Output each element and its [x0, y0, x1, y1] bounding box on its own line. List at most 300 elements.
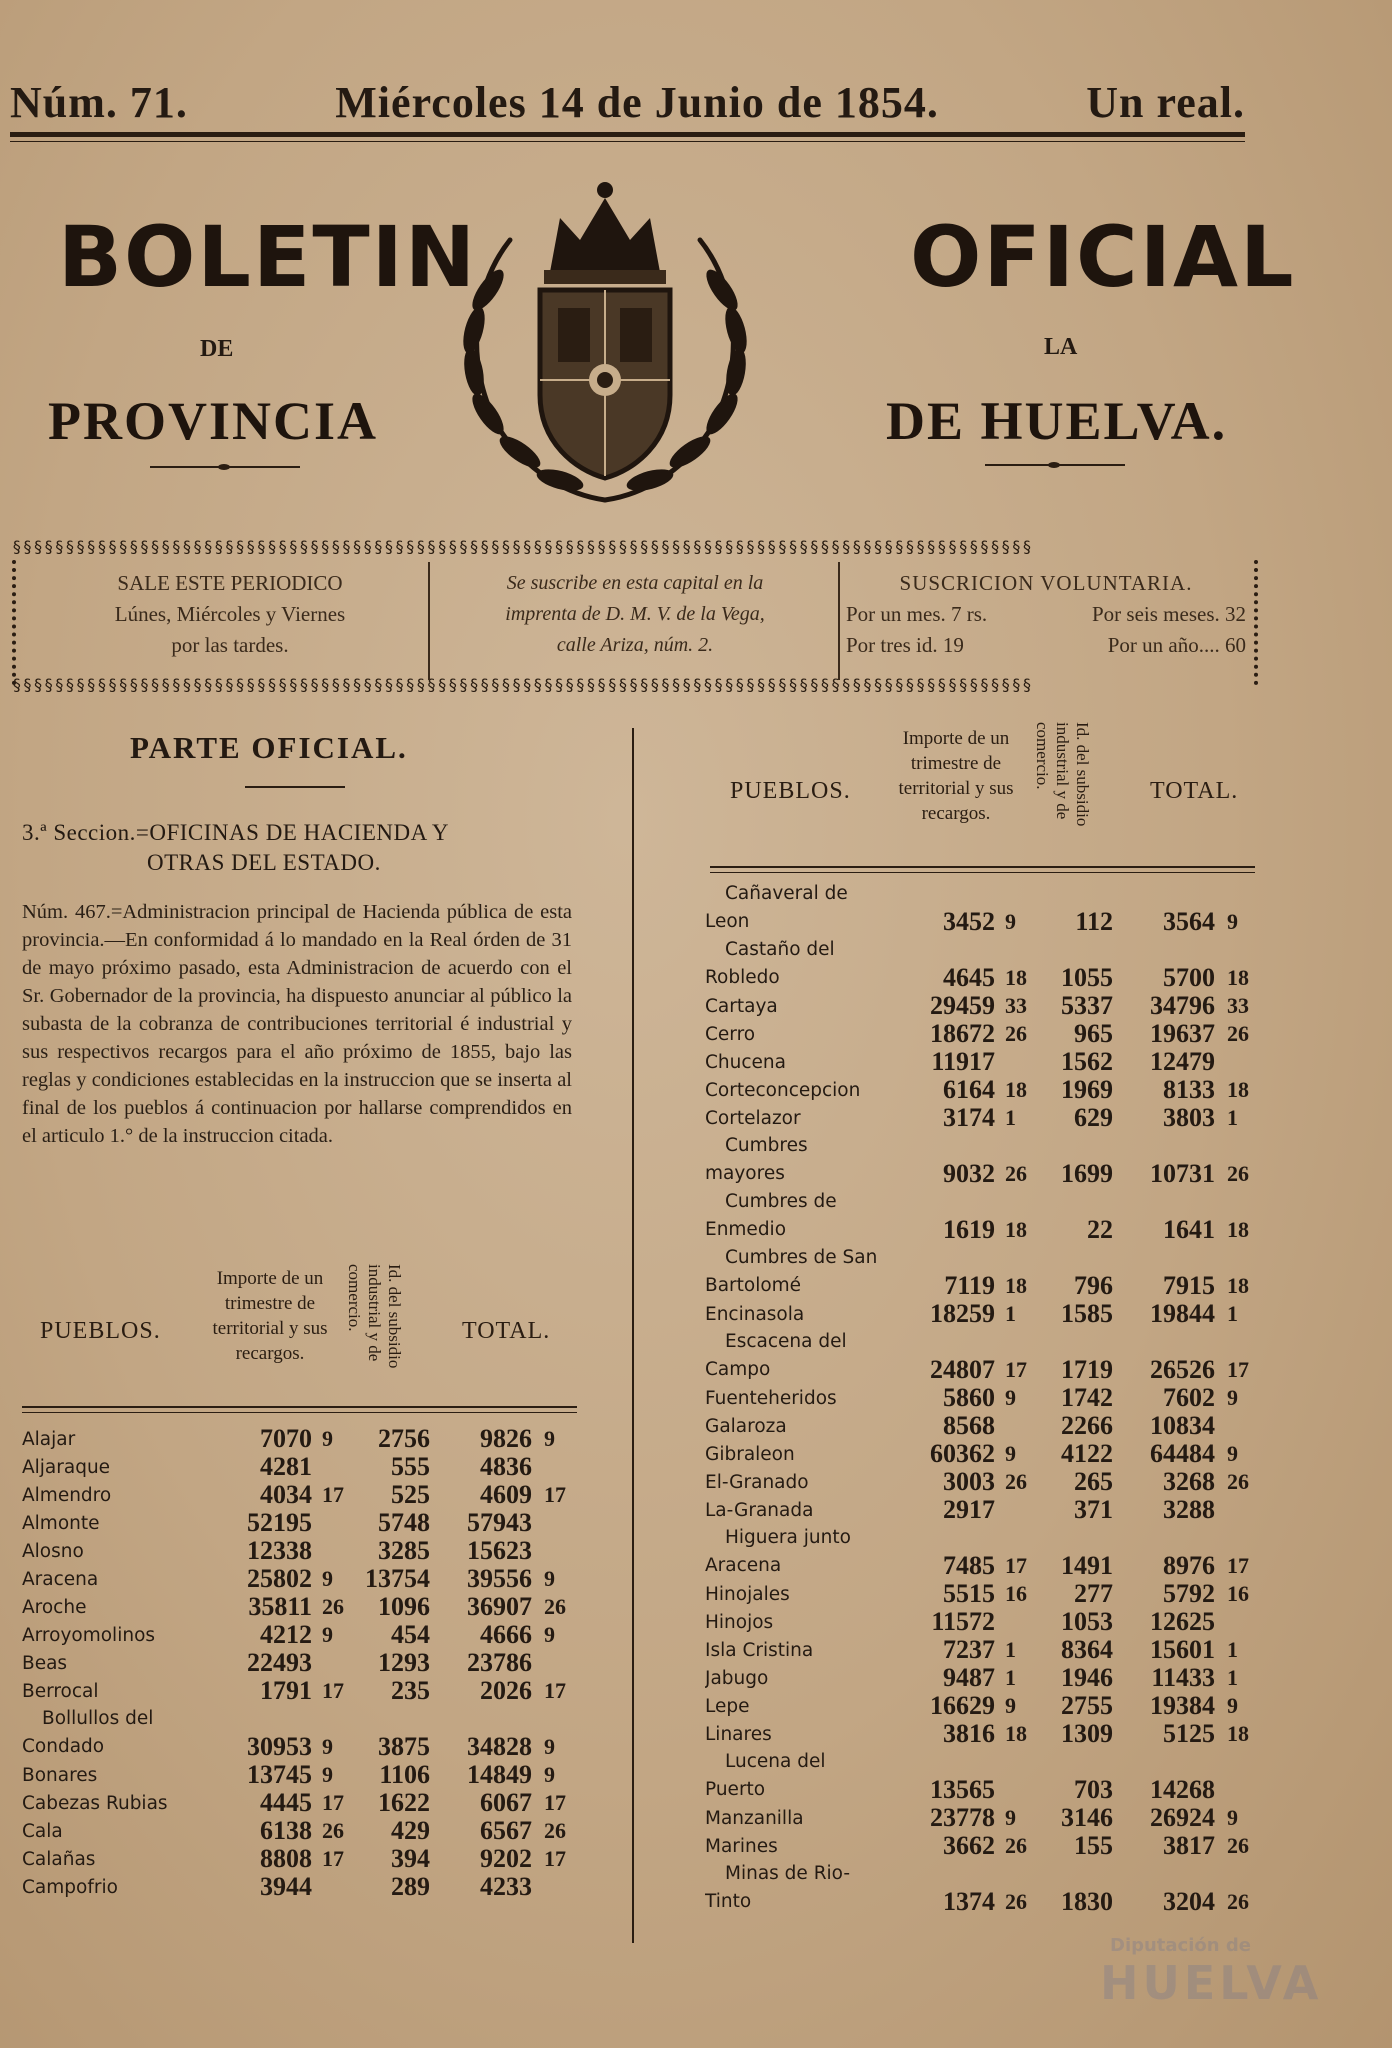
territorial-cents: 1 — [1005, 1105, 1016, 1130]
total-amount: 3803 — [1163, 1103, 1215, 1132]
territorial-amount: 60362 — [930, 1439, 995, 1468]
total-amount: 14268 — [1150, 1775, 1215, 1804]
total-amount: 10731 — [1150, 1159, 1215, 1188]
total-cents: 33 — [1227, 993, 1249, 1018]
subsidio-amount: 3146 — [1061, 1803, 1113, 1832]
territorial-amount: 9032 — [943, 1159, 995, 1188]
total-amount: 26526 — [1150, 1355, 1215, 1384]
total-cents: 18 — [1227, 1077, 1249, 1102]
right-header-rule — [710, 872, 1255, 873]
total-amount: 34796 — [1150, 991, 1215, 1020]
pueblo-name: Gibraleon — [705, 1444, 795, 1465]
territorial-amount: 12338 — [247, 1536, 312, 1565]
pueblo-name: Isla Cristina — [705, 1640, 814, 1661]
subsidio-amount: 1742 — [1061, 1383, 1113, 1412]
territorial-amount: 7237 — [943, 1635, 995, 1664]
total-cents: 18 — [1227, 1273, 1249, 1298]
masthead-rule — [10, 132, 1245, 142]
price-three-months: Por tres id. 19 — [846, 633, 964, 657]
pueblo-name: Almonte — [22, 1513, 100, 1534]
price-month: Por un mes. 7 rs. — [846, 602, 988, 626]
info-line: imprenta de D. M. V. de la Vega, — [505, 603, 765, 625]
pueblo-name: Beas — [22, 1653, 68, 1674]
table-row — [705, 1524, 1265, 1580]
territorial-amount: 4281 — [260, 1452, 312, 1481]
total-amount: 6067 — [480, 1788, 532, 1817]
total-cents: 18 — [1227, 965, 1249, 990]
total-cents: 9 — [544, 1622, 555, 1647]
total-amount: 12625 — [1150, 1607, 1215, 1636]
right-header-rule — [710, 866, 1255, 868]
territorial-cents: 18 — [1005, 1721, 1027, 1746]
total-amount: 6567 — [480, 1816, 532, 1845]
total-amount: 4666 — [480, 1620, 532, 1649]
territorial-cents: 18 — [1005, 965, 1027, 990]
territorial-cents: 18 — [1005, 1217, 1027, 1242]
total-amount: 9826 — [480, 1424, 532, 1453]
total-amount: 19384 — [1150, 1691, 1215, 1720]
territorial-cents: 9 — [1005, 909, 1016, 934]
territorial-cents: 9 — [322, 1566, 333, 1591]
pueblo-name: Berrocal — [22, 1681, 99, 1702]
issue-date: Miércoles 14 de Junio de 1854. — [335, 77, 939, 127]
pueblo-name: Aljaraque — [22, 1457, 111, 1478]
territorial-amount: 1619 — [943, 1215, 995, 1244]
subsidio-amount: 1562 — [1061, 1047, 1113, 1076]
subsidio-amount: 155 — [1074, 1831, 1113, 1860]
pueblo-name: El-Granado — [705, 1472, 809, 1493]
title-de: DE — [200, 336, 234, 362]
pueblo-name: Chucena — [705, 1052, 786, 1073]
territorial-cents: 17 — [322, 1846, 344, 1871]
pueblo-name: Bonares — [22, 1765, 98, 1786]
left-flourish — [150, 466, 300, 468]
territorial-cents: 9 — [1005, 1441, 1016, 1466]
total-cents: 17 — [544, 1482, 566, 1507]
table-row — [22, 1481, 582, 1509]
territorial-cents: 9 — [322, 1762, 333, 1787]
table-row — [22, 1845, 582, 1873]
total-amount: 11433 — [1151, 1663, 1215, 1692]
pueblo-name: Arroyomolinos — [22, 1625, 156, 1646]
territorial-amount: 5860 — [943, 1383, 995, 1412]
territorial-amount: 6138 — [260, 1816, 312, 1845]
subsidio-amount: 371 — [1074, 1495, 1113, 1524]
info-subscription-place — [440, 568, 830, 661]
table-row — [705, 1496, 1265, 1524]
territorial-amount: 13565 — [930, 1775, 995, 1804]
total-cents: 1 — [1227, 1105, 1238, 1130]
territorial-amount: 52195 — [247, 1508, 312, 1537]
header-total: TOTAL. — [1150, 778, 1239, 804]
total-amount: 7602 — [1163, 1383, 1215, 1412]
pueblo-name: Corteconcepcion — [705, 1080, 861, 1101]
subsidio-amount: 4122 — [1061, 1439, 1113, 1468]
pueblo-name: Encinasola — [705, 1304, 805, 1325]
info-line: SALE ESTE PERIODICO — [117, 571, 343, 595]
total-cents: 17 — [1227, 1357, 1249, 1382]
subsidio-amount: 429 — [391, 1816, 430, 1845]
pueblo-name: Alajar — [22, 1429, 76, 1450]
info-line: Lúnes, Miércoles y Viernes — [114, 602, 346, 626]
price-six-months: Por seis meses. 32 — [1092, 602, 1246, 626]
territorial-amount: 8568 — [943, 1411, 995, 1440]
pueblo-name: Cabezas Rubias — [22, 1793, 168, 1814]
archive-watermark — [1000, 1935, 1323, 2015]
territorial-amount: 2917 — [943, 1495, 995, 1524]
territorial-cents: 26 — [1005, 1021, 1027, 1046]
table-row — [705, 1104, 1265, 1132]
pueblo-name: Cañaveral de Leon — [705, 883, 848, 932]
total-cents: 26 — [1227, 1021, 1249, 1046]
territorial-cents: 17 — [322, 1678, 344, 1703]
territorial-cents: 26 — [1005, 1889, 1027, 1914]
table-row — [705, 1412, 1265, 1440]
territorial-amount: 4212 — [260, 1620, 312, 1649]
left-ornament-border — [12, 560, 26, 685]
subsidio-amount: 3875 — [378, 1732, 430, 1761]
right-ornament-border — [1254, 560, 1268, 685]
table-row — [22, 1509, 582, 1537]
subsidio-amount: 1309 — [1061, 1719, 1113, 1748]
info-line: calle Ariza, núm. 2. — [556, 634, 714, 656]
territorial-amount: 9487 — [943, 1663, 995, 1692]
territorial-amount: 4445 — [260, 1788, 312, 1817]
subsidio-amount: 394 — [391, 1844, 430, 1873]
total-amount: 26924 — [1150, 1803, 1215, 1832]
subsidio-amount: 525 — [391, 1480, 430, 1509]
total-amount: 3817 — [1163, 1831, 1215, 1860]
title-provincia: PROVINCIA — [48, 391, 379, 451]
territorial-amount: 4034 — [260, 1480, 312, 1509]
info-price-row — [846, 599, 1246, 630]
territorial-amount: 24807 — [930, 1355, 995, 1384]
info-line: por las tardes. — [171, 633, 289, 657]
watermark-line: HUELVA — [1100, 1956, 1323, 2010]
title-oficial: OFICIAL — [910, 208, 1296, 306]
total-amount: 4233 — [480, 1872, 532, 1901]
subsidio-amount: 277 — [1074, 1579, 1113, 1608]
territorial-cents: 16 — [1005, 1581, 1027, 1606]
pueblo-name: Bollullos del Condado — [22, 1708, 154, 1757]
territorial-cents: 9 — [322, 1426, 333, 1451]
territorial-cents: 26 — [1005, 1469, 1027, 1494]
territorial-cents: 18 — [1005, 1273, 1027, 1298]
total-amount: 3204 — [1163, 1887, 1215, 1916]
subsidio-amount: 1491 — [1061, 1551, 1113, 1580]
territorial-cents: 26 — [1005, 1161, 1027, 1186]
subsidio-amount: 1585 — [1061, 1299, 1113, 1328]
total-amount: 14849 — [467, 1760, 532, 1789]
header-pueblos: PUEBLOS. — [40, 1318, 161, 1344]
territorial-cents: 17 — [1005, 1553, 1027, 1578]
pueblo-name: Alosno — [22, 1541, 84, 1562]
territorial-amount: 16629 — [930, 1691, 995, 1720]
total-cents: 9 — [1227, 909, 1238, 934]
pueblo-name: Hinojales — [705, 1584, 790, 1605]
total-cents: 26 — [544, 1594, 566, 1619]
table-row — [705, 1720, 1265, 1748]
territorial-cents: 9 — [1005, 1385, 1016, 1410]
total-cents: 9 — [1227, 1805, 1238, 1830]
territorial-cents: 1 — [1005, 1665, 1016, 1690]
table-row — [705, 880, 1265, 936]
territorial-amount: 3452 — [943, 907, 995, 936]
pueblo-name: Higuera junto Aracena — [705, 1527, 851, 1576]
total-cents: 1 — [1227, 1637, 1238, 1662]
total-cents: 17 — [544, 1846, 566, 1871]
territorial-amount: 11917 — [931, 1047, 995, 1076]
subsidio-amount: 2756 — [378, 1424, 430, 1453]
section-title — [22, 818, 582, 878]
table-row — [22, 1677, 582, 1705]
territorial-amount: 18672 — [930, 1019, 995, 1048]
total-cents: 17 — [1227, 1553, 1249, 1578]
total-cents: 9 — [1227, 1441, 1238, 1466]
territorial-cents: 1 — [1005, 1301, 1016, 1326]
table-row — [22, 1873, 582, 1901]
pueblo-name: Aroche — [22, 1597, 87, 1618]
territorial-cents: 17 — [322, 1790, 344, 1815]
right-table-header — [710, 720, 1265, 870]
title-de-huelva: DE HUELVA. — [886, 391, 1228, 451]
total-amount: 4836 — [480, 1452, 532, 1481]
total-amount: 3564 — [1163, 907, 1215, 936]
total-amount: 39556 — [467, 1564, 532, 1593]
total-cents: 9 — [1227, 1693, 1238, 1718]
territorial-cents: 26 — [322, 1594, 344, 1619]
subsidio-amount: 1106 — [379, 1760, 430, 1789]
pueblo-name: Galaroza — [705, 1416, 787, 1437]
info-title: SUSCRICION VOLUNTARIA. — [899, 571, 1193, 595]
header-total: TOTAL. — [462, 1318, 551, 1344]
total-cents: 18 — [1227, 1217, 1249, 1242]
info-divider — [428, 562, 430, 680]
bottom-ornament-border: §§§§§§§§§§§§§§§§§§§§§§§§§§§§§§§§§§§§§§§§§§§§§§§§§§§§§§§§§§§§§§§§§§§§§§§§§§§§§§§§§§§§§§§§§§§§§§§§ — [12, 678, 1033, 692]
total-amount: 15623 — [467, 1536, 532, 1565]
subsidio-amount: 1946 — [1061, 1663, 1113, 1692]
territorial-amount: 7070 — [260, 1424, 312, 1453]
right-table — [705, 880, 1265, 1916]
subsidio-amount: 555 — [391, 1452, 430, 1481]
pueblo-name: Escacena del Campo — [705, 1331, 847, 1380]
total-cents: 9 — [544, 1734, 555, 1759]
table-row — [705, 1664, 1265, 1692]
table-row — [705, 1132, 1265, 1188]
table-row — [705, 1244, 1265, 1300]
territorial-amount: 8808 — [260, 1844, 312, 1873]
info-publication-schedule — [40, 568, 420, 661]
subsidio-amount: 2755 — [1061, 1691, 1113, 1720]
info-subscription-prices — [846, 568, 1246, 661]
table-row — [705, 1328, 1265, 1384]
total-amount: 19637 — [1150, 1019, 1215, 1048]
pueblo-name: La-Granada — [705, 1500, 814, 1521]
total-cents: 26 — [544, 1818, 566, 1843]
table-row — [705, 1580, 1265, 1608]
table-row — [22, 1565, 582, 1593]
territorial-cents: 17 — [322, 1482, 344, 1507]
subsidio-amount: 289 — [391, 1872, 430, 1901]
territorial-amount: 1791 — [260, 1676, 312, 1705]
territorial-cents: 17 — [1005, 1357, 1027, 1382]
total-cents: 9 — [544, 1762, 555, 1787]
table-row — [705, 1020, 1265, 1048]
total-cents: 1 — [1227, 1301, 1238, 1326]
total-amount: 10834 — [1150, 1411, 1215, 1440]
total-cents: 26 — [1227, 1469, 1249, 1494]
total-cents: 9 — [544, 1566, 555, 1591]
coat-of-arms-icon — [440, 180, 770, 510]
table-row — [705, 1440, 1265, 1468]
subsidio-amount: 1096 — [378, 1592, 430, 1621]
pueblo-name: Cumbres de San Bartolomé — [705, 1247, 878, 1296]
issue-price: Un real. — [1086, 77, 1245, 127]
territorial-cents: 9 — [322, 1734, 333, 1759]
total-cents: 16 — [1227, 1581, 1249, 1606]
header-importe: Importe de un trimestre de territorial y sus recargos. — [212, 1268, 328, 1364]
table-row — [22, 1649, 582, 1677]
issue-number: Núm. 71. — [10, 77, 188, 127]
total-cents: 17 — [544, 1678, 566, 1703]
territorial-amount: 3816 — [943, 1719, 995, 1748]
pueblo-name: Cortelazor — [705, 1108, 801, 1129]
pueblo-name: Hinojos — [705, 1612, 774, 1633]
territorial-cents: 9 — [322, 1622, 333, 1647]
heading-rule — [245, 786, 345, 788]
subsidio-amount: 5748 — [378, 1508, 430, 1537]
table-row — [705, 936, 1265, 992]
left-header-rule — [22, 1412, 577, 1413]
pueblo-name: Minas de Rio-Tinto — [705, 1863, 851, 1912]
total-cents: 26 — [1227, 1833, 1249, 1858]
pueblo-name: Campofrio — [22, 1877, 118, 1898]
table-row — [705, 1636, 1265, 1664]
territorial-cents: 9 — [1005, 1693, 1016, 1718]
subsidio-amount: 1053 — [1061, 1607, 1113, 1636]
territorial-amount: 3662 — [943, 1831, 995, 1860]
territorial-cents: 18 — [1005, 1077, 1027, 1102]
watermark-line: Diputación de — [1110, 1935, 1251, 1956]
subsidio-amount: 965 — [1074, 1019, 1113, 1048]
table-row — [22, 1705, 582, 1761]
total-amount: 15601 — [1150, 1635, 1215, 1664]
title-la: LA — [1044, 334, 1078, 360]
territorial-amount: 4645 — [943, 963, 995, 992]
table-row — [705, 1300, 1265, 1328]
total-amount: 5125 — [1163, 1719, 1215, 1748]
info-divider — [838, 562, 840, 680]
header-importe: Importe de un trimestre de territorial y sus recargos. — [898, 728, 1014, 824]
header-subsidio: Id. del subsidio industrial y de comercio. — [345, 1264, 404, 1369]
table-row — [705, 1048, 1265, 1076]
total-amount: 12479 — [1150, 1047, 1215, 1076]
subsidio-amount: 1622 — [378, 1788, 430, 1817]
total-amount: 8133 — [1163, 1075, 1215, 1104]
table-row — [22, 1621, 582, 1649]
pueblo-name: Cumbres de Enmedio — [705, 1191, 837, 1240]
table-row — [22, 1761, 582, 1789]
subsidio-amount: 454 — [391, 1620, 430, 1649]
title-boletin: BOLETIN — [58, 208, 478, 306]
price-year: Por un año.... 60 — [1107, 633, 1246, 657]
table-row — [22, 1453, 582, 1481]
territorial-amount: 3944 — [260, 1872, 312, 1901]
pueblo-name: Castaño del Robledo — [705, 939, 835, 988]
pueblo-name: Almendro — [22, 1485, 112, 1506]
subsidio-amount: 1969 — [1061, 1075, 1113, 1104]
subsidio-amount: 265 — [1074, 1467, 1113, 1496]
subsidio-amount: 1055 — [1061, 963, 1113, 992]
table-row — [705, 1860, 1265, 1916]
table-row — [705, 1748, 1265, 1804]
total-amount: 34828 — [467, 1732, 532, 1761]
subsidio-amount: 5337 — [1061, 991, 1113, 1020]
territorial-amount: 3174 — [943, 1103, 995, 1132]
territorial-cents: 26 — [322, 1818, 344, 1843]
total-cents: 17 — [544, 1790, 566, 1815]
section-heading: PARTE OFICIAL. — [130, 730, 408, 765]
total-amount: 5700 — [1163, 963, 1215, 992]
section-title-line: 3.ª Seccion.=OFICINAS DE HACIENDA Y — [22, 820, 449, 845]
total-amount: 9202 — [480, 1844, 532, 1873]
territorial-amount: 7485 — [943, 1551, 995, 1580]
table-row — [705, 1804, 1265, 1832]
subsidio-amount: 2266 — [1061, 1411, 1113, 1440]
pueblo-name: Lepe — [705, 1696, 750, 1717]
table-row — [22, 1425, 582, 1453]
total-amount: 64484 — [1150, 1439, 1215, 1468]
subsidio-amount: 1830 — [1061, 1887, 1113, 1916]
subsidio-amount: 8364 — [1061, 1635, 1113, 1664]
territorial-cents: 26 — [1005, 1833, 1027, 1858]
territorial-amount: 18259 — [930, 1299, 995, 1328]
pueblo-name: Cartaya — [705, 996, 778, 1017]
territorial-amount: 13745 — [247, 1760, 312, 1789]
total-amount: 36907 — [467, 1592, 532, 1621]
subsidio-amount: 1293 — [378, 1648, 430, 1677]
pueblo-name: Cerro — [705, 1024, 756, 1045]
left-table-header — [22, 1262, 582, 1412]
total-cents: 9 — [544, 1426, 555, 1451]
total-cents: 26 — [1227, 1161, 1249, 1186]
pueblo-name: Cumbres mayores — [705, 1135, 808, 1184]
territorial-cents: 1 — [1005, 1637, 1016, 1662]
total-amount: 19844 — [1150, 1299, 1215, 1328]
subsidio-amount: 22 — [1087, 1215, 1113, 1244]
total-amount: 57943 — [467, 1508, 532, 1537]
column-divider — [632, 728, 634, 1943]
subsidio-amount: 112 — [1075, 907, 1113, 936]
territorial-amount: 29459 — [930, 991, 995, 1020]
territorial-amount: 30953 — [247, 1732, 312, 1761]
section-title-line: OTRAS DEL ESTADO. — [147, 850, 381, 875]
subsidio-amount: 629 — [1074, 1103, 1113, 1132]
table-row — [705, 1076, 1265, 1104]
table-row — [22, 1537, 582, 1565]
pueblo-name: Marines — [705, 1836, 778, 1857]
territorial-amount: 25802 — [247, 1564, 312, 1593]
total-amount: 4609 — [480, 1480, 532, 1509]
total-cents: 18 — [1227, 1721, 1249, 1746]
header-pueblos: PUEBLOS. — [730, 778, 851, 804]
left-table — [22, 1425, 582, 1901]
total-amount: 2026 — [480, 1676, 532, 1705]
header-subsidio: Id. del subsidio industrial y de comercio. — [1033, 722, 1092, 827]
pueblo-name: Linares — [705, 1724, 772, 1745]
total-amount: 5792 — [1163, 1579, 1215, 1608]
info-price-row — [846, 630, 1246, 661]
